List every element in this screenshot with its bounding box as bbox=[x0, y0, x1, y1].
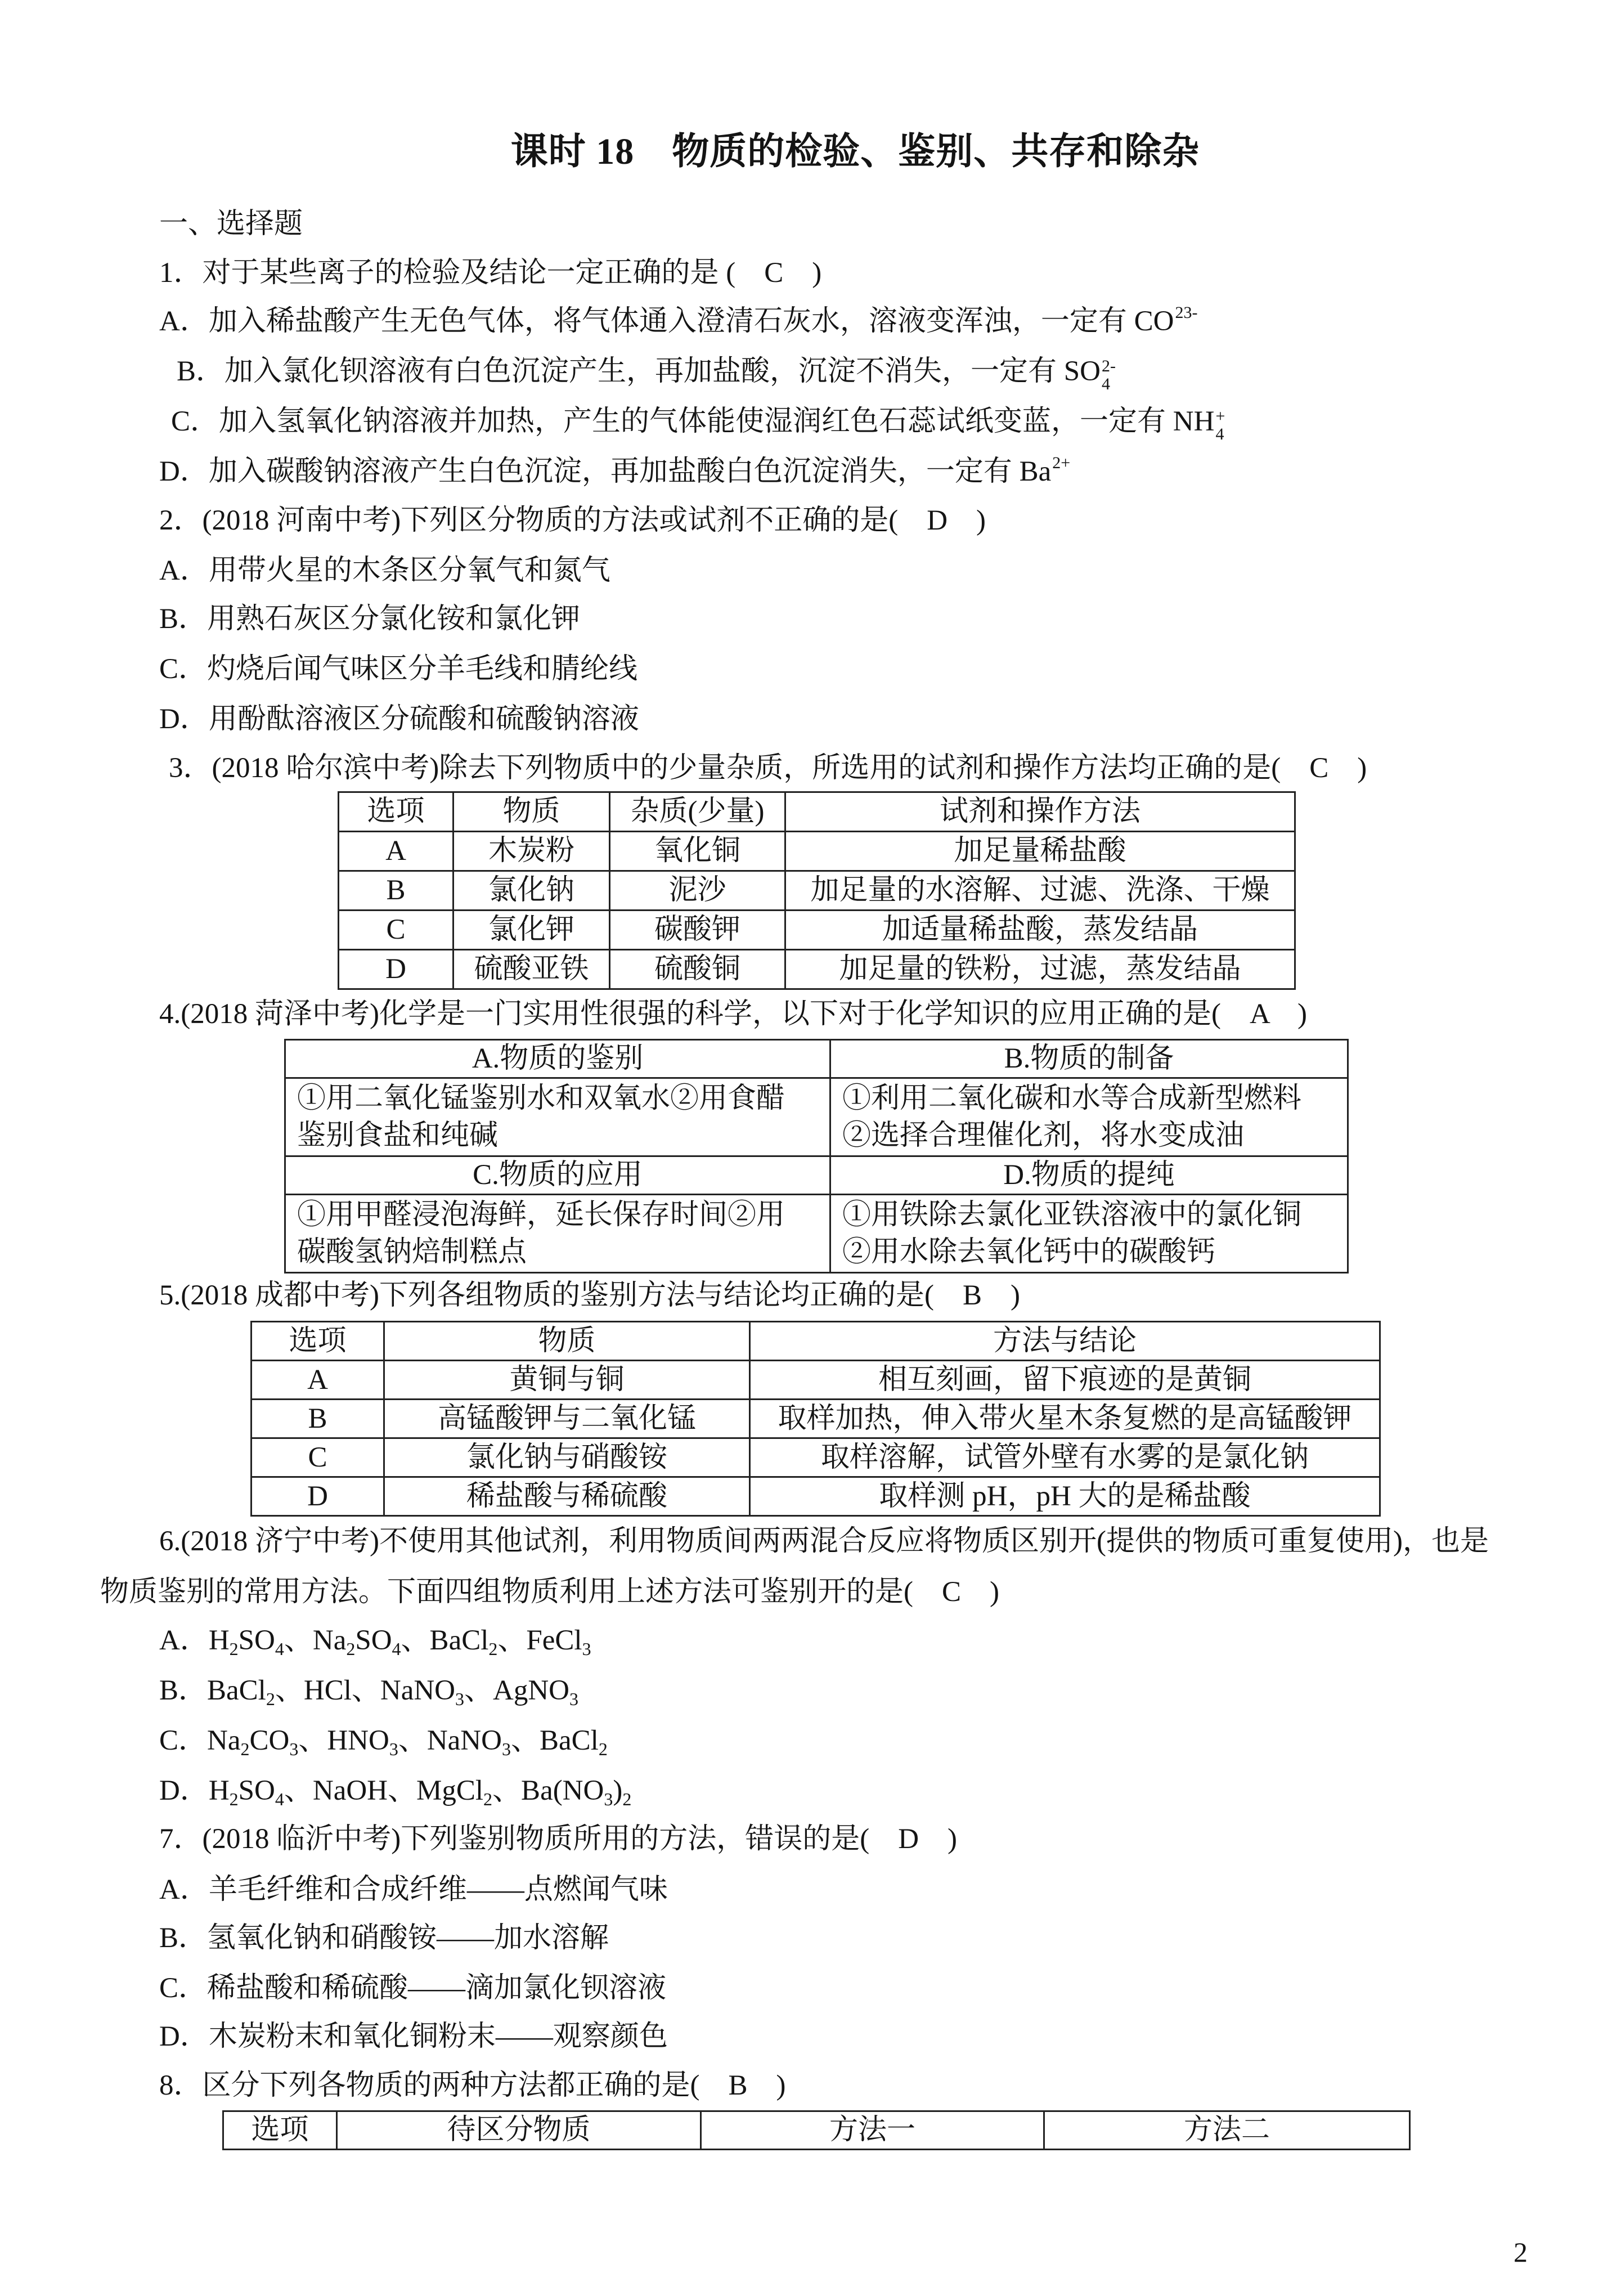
table-cell: 加足量的铁粉，过滤，蒸发结晶 bbox=[785, 950, 1295, 989]
q8-stem: 8．区分下列各物质的两种方法都正确的是( B ) bbox=[159, 2070, 786, 2101]
table-cell bbox=[830, 1195, 1348, 1273]
cell-line: 鉴别食盐和纯碱 bbox=[297, 1120, 499, 1151]
table-header-cell: 方法二 bbox=[1044, 2111, 1410, 2150]
ion-subscript: 4 bbox=[1215, 425, 1224, 443]
table-header-cell: 方法与结论 bbox=[750, 1322, 1380, 1361]
table-cell bbox=[830, 1078, 1348, 1156]
table-header-cell: 方法一 bbox=[701, 2111, 1044, 2150]
table-cell: 硫酸亚铁 bbox=[453, 950, 610, 989]
table-header-row bbox=[252, 1322, 1380, 1361]
table-header-cell: B.物质的制备 bbox=[830, 1040, 1348, 1078]
table-cell: 氯化钾 bbox=[453, 911, 610, 950]
table-cell: A bbox=[252, 1361, 384, 1400]
cell-line: ②选择合理催化剂，将水变成油 bbox=[842, 1120, 1245, 1151]
table-cell: 碳酸钾 bbox=[610, 911, 785, 950]
q7-option-c: C．稀盐酸和稀硫酸——滴加氯化钡溶液 bbox=[159, 1972, 667, 2004]
table-cell: C bbox=[252, 1438, 384, 1477]
table-header-row bbox=[223, 2111, 1410, 2150]
table-header-cell: 选项 bbox=[223, 2111, 337, 2150]
table-cell: D bbox=[252, 1477, 384, 1516]
table-cell: 泥沙 bbox=[610, 871, 785, 911]
q7-option-d: D．木炭粉末和氧化铜粉末——观察颜色 bbox=[159, 2021, 668, 2052]
table-cell: 取样溶解，试管外壁有水雾的是氯化钠 bbox=[750, 1438, 1380, 1477]
q1-stem: 1．对于某些离子的检验及结论一定正确的是 ( C ) bbox=[159, 257, 822, 289]
table-cell: 加足量稀盐酸 bbox=[785, 832, 1295, 871]
q4-table bbox=[284, 1039, 1349, 1273]
table-header-cell: A.物质的鉴别 bbox=[285, 1040, 830, 1078]
q7-option-b: B．氢氧化钠和硝酸铵——加水溶解 bbox=[159, 1922, 609, 1954]
table-cell: 稀盐酸与稀硫酸 bbox=[384, 1477, 750, 1516]
q7-option-a: A．羊毛纤维和合成纤维——点燃闻气味 bbox=[159, 1874, 668, 1905]
option-text: C．加入氢氧化钠溶液并加热，产生的气体能使湿润红色石蕊试纸变蓝，一定有 NH bbox=[171, 406, 1215, 437]
q6-option-c: C．$Na_2CO_3$、$HNO_3$、NaNO$_3$、BaCl$_2$ bbox=[159, 1725, 608, 1759]
page-number: 2 bbox=[1514, 2236, 1528, 2268]
table-header-cell: 待区分物质 bbox=[337, 2111, 701, 2150]
table-cell: 加适量稀盐酸，蒸发结晶 bbox=[785, 911, 1295, 950]
q6-option-a: A．$H_2SO_4$、$Na_2SO_4$、BaCl$_2$、FeCl$_3$ bbox=[159, 1625, 591, 1659]
table-header-row bbox=[285, 1156, 1348, 1195]
q2-option-a: A．用带火星的木条区分氧气和氮气 bbox=[159, 555, 610, 586]
q2-option-b: B．用熟石灰区分氯化铵和氯化钾 bbox=[159, 603, 581, 635]
table-header-cell: 选项 bbox=[252, 1322, 384, 1361]
table-cell: 取样加热，伸入带火星木条复燃的是高锰酸钾 bbox=[750, 1400, 1380, 1438]
ion-charge: + bbox=[1215, 407, 1225, 425]
table-cell: 加足量的水溶解、过滤、洗涤、干燥 bbox=[785, 871, 1295, 911]
table-cell: 氯化钠与硝酸铵 bbox=[384, 1438, 750, 1477]
ion-script bbox=[1215, 407, 1225, 443]
table-cell: 取样测 pH，pH 大的是稀盐酸 bbox=[750, 1477, 1380, 1516]
table-row bbox=[339, 871, 1295, 911]
table-row bbox=[339, 832, 1295, 871]
ion-charge: 2- bbox=[1101, 357, 1116, 375]
q4-stem: 4.(2018 菏泽中考)化学是一门实用性很强的科学，以下对于化学知识的应用正确的是( A ) bbox=[159, 998, 1307, 1030]
table-cell: 高锰酸钾与二氧化锰 bbox=[384, 1400, 750, 1438]
table-row bbox=[285, 1078, 1348, 1156]
table-cell: B bbox=[339, 871, 453, 911]
table-row bbox=[285, 1195, 1348, 1273]
page-title: 课时 18 物质的检验、鉴别、共存和除杂 bbox=[510, 131, 1200, 172]
table-header-cell: 试剂和操作方法 bbox=[785, 792, 1295, 832]
option-text: A．加入稀盐酸产生无色气体，将气体通入澄清石灰水，溶液变浑浊，一定有 CO bbox=[159, 306, 1174, 337]
table-cell: 氯化钠 bbox=[453, 871, 610, 911]
cell-line: ②用水除去氧化钙中的碳酸钙 bbox=[842, 1236, 1216, 1268]
table-cell: B bbox=[252, 1400, 384, 1438]
q1-option-c bbox=[171, 397, 1225, 446]
table-row bbox=[252, 1477, 1380, 1516]
table-row bbox=[339, 950, 1295, 989]
q8-table bbox=[222, 2110, 1411, 2150]
ion-charge: 23- bbox=[1175, 303, 1198, 322]
section-heading: 一、选择题 bbox=[159, 208, 303, 240]
table-header-cell: 杂质(少量) bbox=[610, 792, 785, 832]
table-header-cell: D.物质的提纯 bbox=[830, 1156, 1348, 1195]
ion-charge: 2+ bbox=[1052, 454, 1071, 472]
table-cell: 氧化铜 bbox=[610, 832, 785, 871]
table-row bbox=[252, 1361, 1380, 1400]
option-text: B．加入氯化钡溶液有白色沉淀产生，再加盐酸，沉淀不消失，一定有 SO bbox=[177, 356, 1101, 387]
table-header-row bbox=[285, 1040, 1348, 1078]
table-cell: 木炭粉 bbox=[453, 832, 610, 871]
cell-line: ①利用二氧化碳和水等合成新型燃料 bbox=[842, 1083, 1302, 1114]
table-header-cell: 物质 bbox=[453, 792, 610, 832]
q3-table bbox=[338, 791, 1296, 990]
q6-option-d: D．$H_2SO_4$、NaOH、MgCl$_2$、$Ba(NO_3)_2$ bbox=[159, 1775, 632, 1809]
q3-stem: 3．(2018 哈尔滨中考)除去下列物质中的少量杂质，所选用的试剂和操作方法均正确的是( C ) bbox=[169, 752, 1367, 784]
q5-stem: 5.(2018 成都中考)下列各组物质的鉴别方法与结论均正确的是( B ) bbox=[159, 1280, 1020, 1311]
q1-option-b bbox=[177, 347, 1116, 396]
q6-stem-line-1: 6.(2018 济宁中考)不使用其他试剂，利用物质间两两混合反应将物质区别开(提供的物质可重复使用)，也是 bbox=[159, 1526, 1489, 1557]
table-header-cell: C.物质的应用 bbox=[285, 1156, 830, 1195]
q1-option-d bbox=[159, 447, 1070, 496]
table-header-cell: 选项 bbox=[339, 792, 453, 832]
ion-subscript: 4 bbox=[1101, 375, 1110, 393]
table-cell: 相互刻画，留下痕迹的是黄铜 bbox=[750, 1361, 1380, 1400]
q7-stem: 7．(2018 临沂中考)下列鉴别物质所用的方法，错误的是( D ) bbox=[159, 1823, 958, 1855]
q2-option-d: D．用酚酞溶液区分硫酸和硫酸钠溶液 bbox=[159, 703, 639, 735]
table-cell: D bbox=[339, 950, 453, 989]
q2-stem: 2．(2018 河南中考)下列区分物质的方法或试剂不正确的是( D ) bbox=[159, 505, 986, 536]
cell-line: 碳酸氢钠焙制糕点 bbox=[297, 1236, 527, 1268]
table-header-cell: 物质 bbox=[384, 1322, 750, 1361]
table-row bbox=[252, 1400, 1380, 1438]
cell-line: ①用甲醛浸泡海鲜，延长保存时间②用 bbox=[297, 1199, 785, 1231]
q2-option-c: C．灼烧后闻气味区分羊毛线和腈纶线 bbox=[159, 653, 638, 685]
cell-line: ①用铁除去氯化亚铁溶液中的氯化铜 bbox=[842, 1199, 1302, 1231]
ion-script bbox=[1102, 357, 1116, 393]
table-cell: A bbox=[339, 832, 453, 871]
q1-option-a bbox=[159, 297, 1197, 346]
q6-stem-line-2: 物质鉴别的常用方法。下面四组物质利用上述方法可鉴别开的是( C ) bbox=[100, 1576, 999, 1608]
table-cell: C bbox=[339, 911, 453, 950]
table-header-row bbox=[339, 792, 1295, 832]
option-text: D．加入碳酸钠溶液产生白色沉淀，再加盐酸白色沉淀消失，一定有 Ba bbox=[159, 456, 1052, 487]
table-row bbox=[252, 1438, 1380, 1477]
q6-option-b: B．BaCl$_2$、HCl、NaNO$_3$、AgNO$_3$ bbox=[159, 1675, 579, 1709]
q5-table bbox=[250, 1321, 1381, 1517]
table-cell: 硫酸铜 bbox=[610, 950, 785, 989]
cell-line: ①用二氧化锰鉴别水和双氧水②用食醋 bbox=[297, 1083, 785, 1114]
table-cell bbox=[285, 1195, 830, 1273]
table-cell bbox=[285, 1078, 830, 1156]
table-cell: 黄铜与铜 bbox=[384, 1361, 750, 1400]
table-row bbox=[339, 911, 1295, 950]
